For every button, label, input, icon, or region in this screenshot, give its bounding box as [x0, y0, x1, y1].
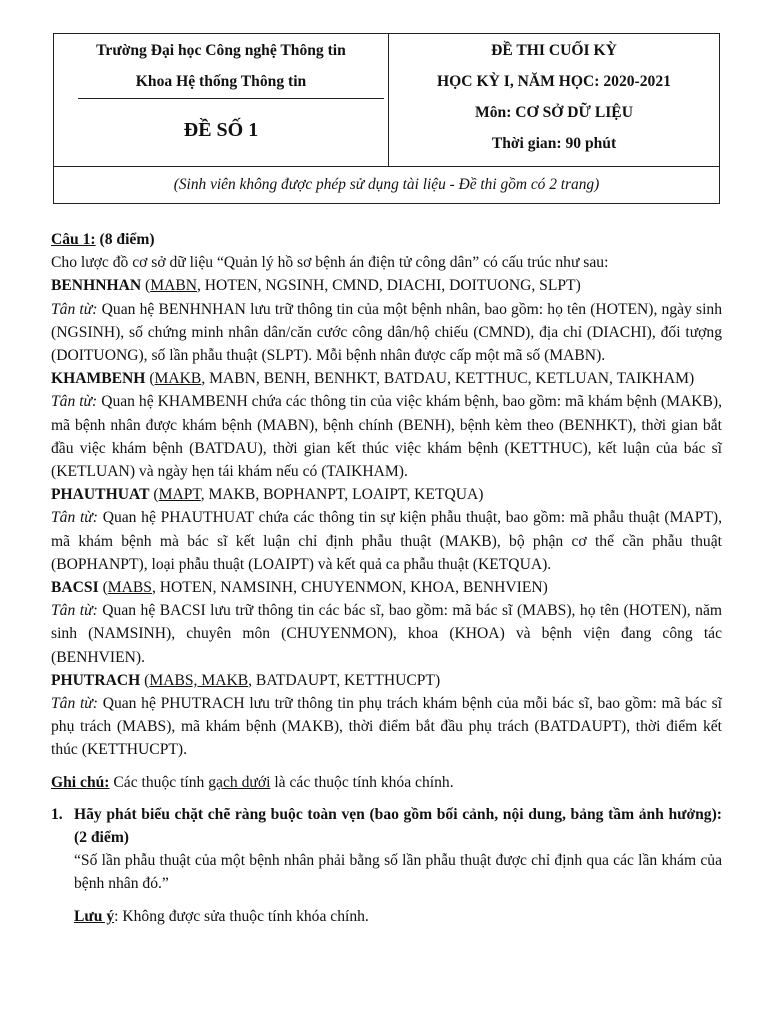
description-label: Tân từ:: [51, 602, 98, 620]
remark: [74, 905, 722, 928]
relation-description: [51, 390, 722, 483]
exam-body: [51, 228, 722, 928]
relation-attributes: , HOTEN, NAMSINH, CHUYENMON, KHOA, BENHVIEN): [151, 579, 548, 597]
remark-text: : Không được sửa thuộc tính khóa chính.: [114, 907, 369, 925]
sub-question-number: 1.: [51, 805, 63, 823]
key-note: [51, 771, 722, 794]
relation-phauthuat: PHAUTHUAT (MAPT, MAKB, BOPHANPT, LOAIPT, KETQUA): [51, 486, 484, 504]
sub-question-1: [51, 803, 722, 928]
relation-description: [51, 506, 722, 576]
relation-name: KHAMBENH: [51, 370, 146, 388]
question-intro: Cho lược đồ cơ sở dữ liệu “Quản lý hồ sơ bệnh án điện tử công dân” có cấu trúc như sau:: [51, 254, 609, 272]
relation-name: BENHNHAN: [51, 277, 142, 295]
primary-key: MABN: [150, 277, 197, 295]
header-left-cell: [54, 34, 389, 166]
primary-key: MABS, MAKB: [149, 671, 249, 689]
semester: HỌC KỲ I, NĂM HỌC: 2020-2021: [437, 73, 671, 90]
faculty-name: Khoa Hệ thống Thông tin: [135, 73, 307, 90]
relation-description: [51, 298, 722, 368]
description-label: Tân từ:: [51, 393, 98, 411]
header-divider: [78, 98, 384, 99]
constraint-quote: “Số lần phẫu thuật của một bệnh nhân phải bằng số lần phẫu thuật được chỉ định qua các lần khám của bệnh nhân đó.”: [74, 852, 722, 893]
relation-bacsi: BACSI (MABS, HOTEN, NAMSINH, CHUYENMON, KHOA, BENHVIEN): [51, 579, 548, 597]
note-label: Ghi chú:: [51, 773, 110, 791]
description-label: Tân từ:: [51, 300, 98, 318]
description-label: Tân từ:: [51, 509, 98, 527]
sub-question-prompt: Hãy phát biểu chặt chẽ ràng buộc toàn vẹn (bao gồm bối cảnh, nội dung, bảng tầm ảnh hưởng): (2 điểm): [74, 805, 722, 847]
relation-name: PHUTRACH: [51, 671, 141, 689]
remark-label: Lưu ý: [74, 907, 115, 925]
description-text: Quan hệ KHAMBENH chứa các thông tin của việc khám bệnh, bao gồm: mã khám bệnh (MAKB), mã bệnh nhân được khám bệnh (MABN), bệnh chính (BENH), bệnh kèm theo (BENHKT), thời gian bắt đầu việc khám bệnh (BATDAU), thời gian kết thúc việc khám bệnh (KETTHUC), kết luận của bác sĩ (KETLUAN) và ngày hẹn tái khám nếu có (TAIKHAM).: [51, 393, 722, 481]
note-text-end: là các thuộc tính khóa chính.: [270, 773, 454, 791]
relation-attributes: , MABN, BENH, BENHKT, BATDAU, KETTHUC, KETLUAN, TAIKHAM): [201, 370, 695, 388]
primary-key: MAKB: [154, 370, 202, 388]
description-label: Tân từ:: [51, 695, 98, 713]
relation-phutrach: PHUTRACH (MABS, MAKB, BATDAUPT, KETTHUCPT): [51, 671, 441, 689]
relation-khambenh: KHAMBENH (MAKB, MABN, BENH, BENHKT, BATDAU, KETTHUC, KETLUAN, TAIKHAM): [51, 370, 695, 388]
exam-header-table: [53, 33, 720, 204]
note-underlined: gạch dưới: [208, 773, 271, 791]
description-text: Quan hệ PHAUTHUAT chứa các thông tin sự kiện phẫu thuật, bao gồm: mã phẫu thuật (MAPT), mã khám bệnh mà bác sĩ kết luận chỉ định phẫu thuật (MAKB), bộ phận cơ thể cần phẫu thuật (BOPHANPT), loại phẫu thuật (LOAIPT) và kết quả ca phẫu thuật (KETQUA).: [51, 509, 722, 573]
relation-description: [51, 599, 722, 669]
relation-attributes: , BATDAUPT, KETTHUCPT): [248, 671, 441, 689]
duration: Thời gian: 90 phút: [491, 135, 617, 152]
primary-key: MAPT: [158, 486, 201, 504]
question-heading: [51, 228, 722, 251]
relation-name: PHAUTHUAT: [51, 486, 150, 504]
note-text: Các thuộc tính: [109, 773, 209, 791]
description-text: Quan hệ BACSI lưu trữ thông tin các bác sĩ, bao gồm: mã bác sĩ (MABS), họ tên (HOTEN), năm sinh (NAMSINH), chuyên môn (CHUYENMON), khoa (KHOA) và bệnh viện đang công tác (BENHVIEN).: [51, 602, 723, 666]
relation-attributes: , HOTEN, NGSINH, CMND, DIACHI, DOITUONG, SLPT): [197, 277, 581, 295]
question-points: (8 điểm): [95, 231, 155, 248]
header-right-cell: [389, 34, 719, 166]
relation-attributes: , MAKB, BOPHANPT, LOAIPT, KETQUA): [200, 486, 484, 504]
description-text: Quan hệ PHUTRACH lưu trữ thông tin phụ trách khám bệnh của mỗi bác sĩ, bao gồm: mã bác sĩ phụ trách (MABS), mã khám bệnh (MAKB), thời điểm bắt đầu phụ trách (BATDAUPT), thời điểm kết thúc (KETTHUCPT).: [51, 695, 722, 759]
subject: Môn: CƠ SỞ DỮ LIỆU: [475, 104, 633, 121]
relation-description: [51, 692, 722, 762]
exam-note: (Sinh viên không được phép sử dụng tài liệu - Đề thi gồm có 2 trang): [54, 166, 719, 203]
exam-title: ĐỀ THI CUỐI KỲ: [491, 42, 617, 59]
question-label: Câu 1:: [51, 231, 96, 248]
relation-name: BACSI: [51, 579, 99, 597]
primary-key: MABS: [107, 579, 152, 597]
relation-benhnhan: BENHNHAN (MABN, HOTEN, NGSINH, CMND, DIACHI, DOITUONG, SLPT): [51, 277, 581, 295]
university-name: Trường Đại học Công nghệ Thông tin: [96, 42, 346, 59]
exam-number: ĐỀ SỐ 1: [183, 119, 259, 141]
description-text: Quan hệ BENHNHAN lưu trữ thông tin của một bệnh nhân, bao gồm: họ tên (HOTEN), ngày sinh (NGSINH), số chứng minh nhân dân/căn cước công dân/hộ chiếu (CMND), địa chỉ (DIACHI), đối tượng (DOITUONG), số lần phẫu thuật (SLPT). Mỗi bệnh nhân được cấp một mã số (MABN).: [51, 300, 722, 365]
